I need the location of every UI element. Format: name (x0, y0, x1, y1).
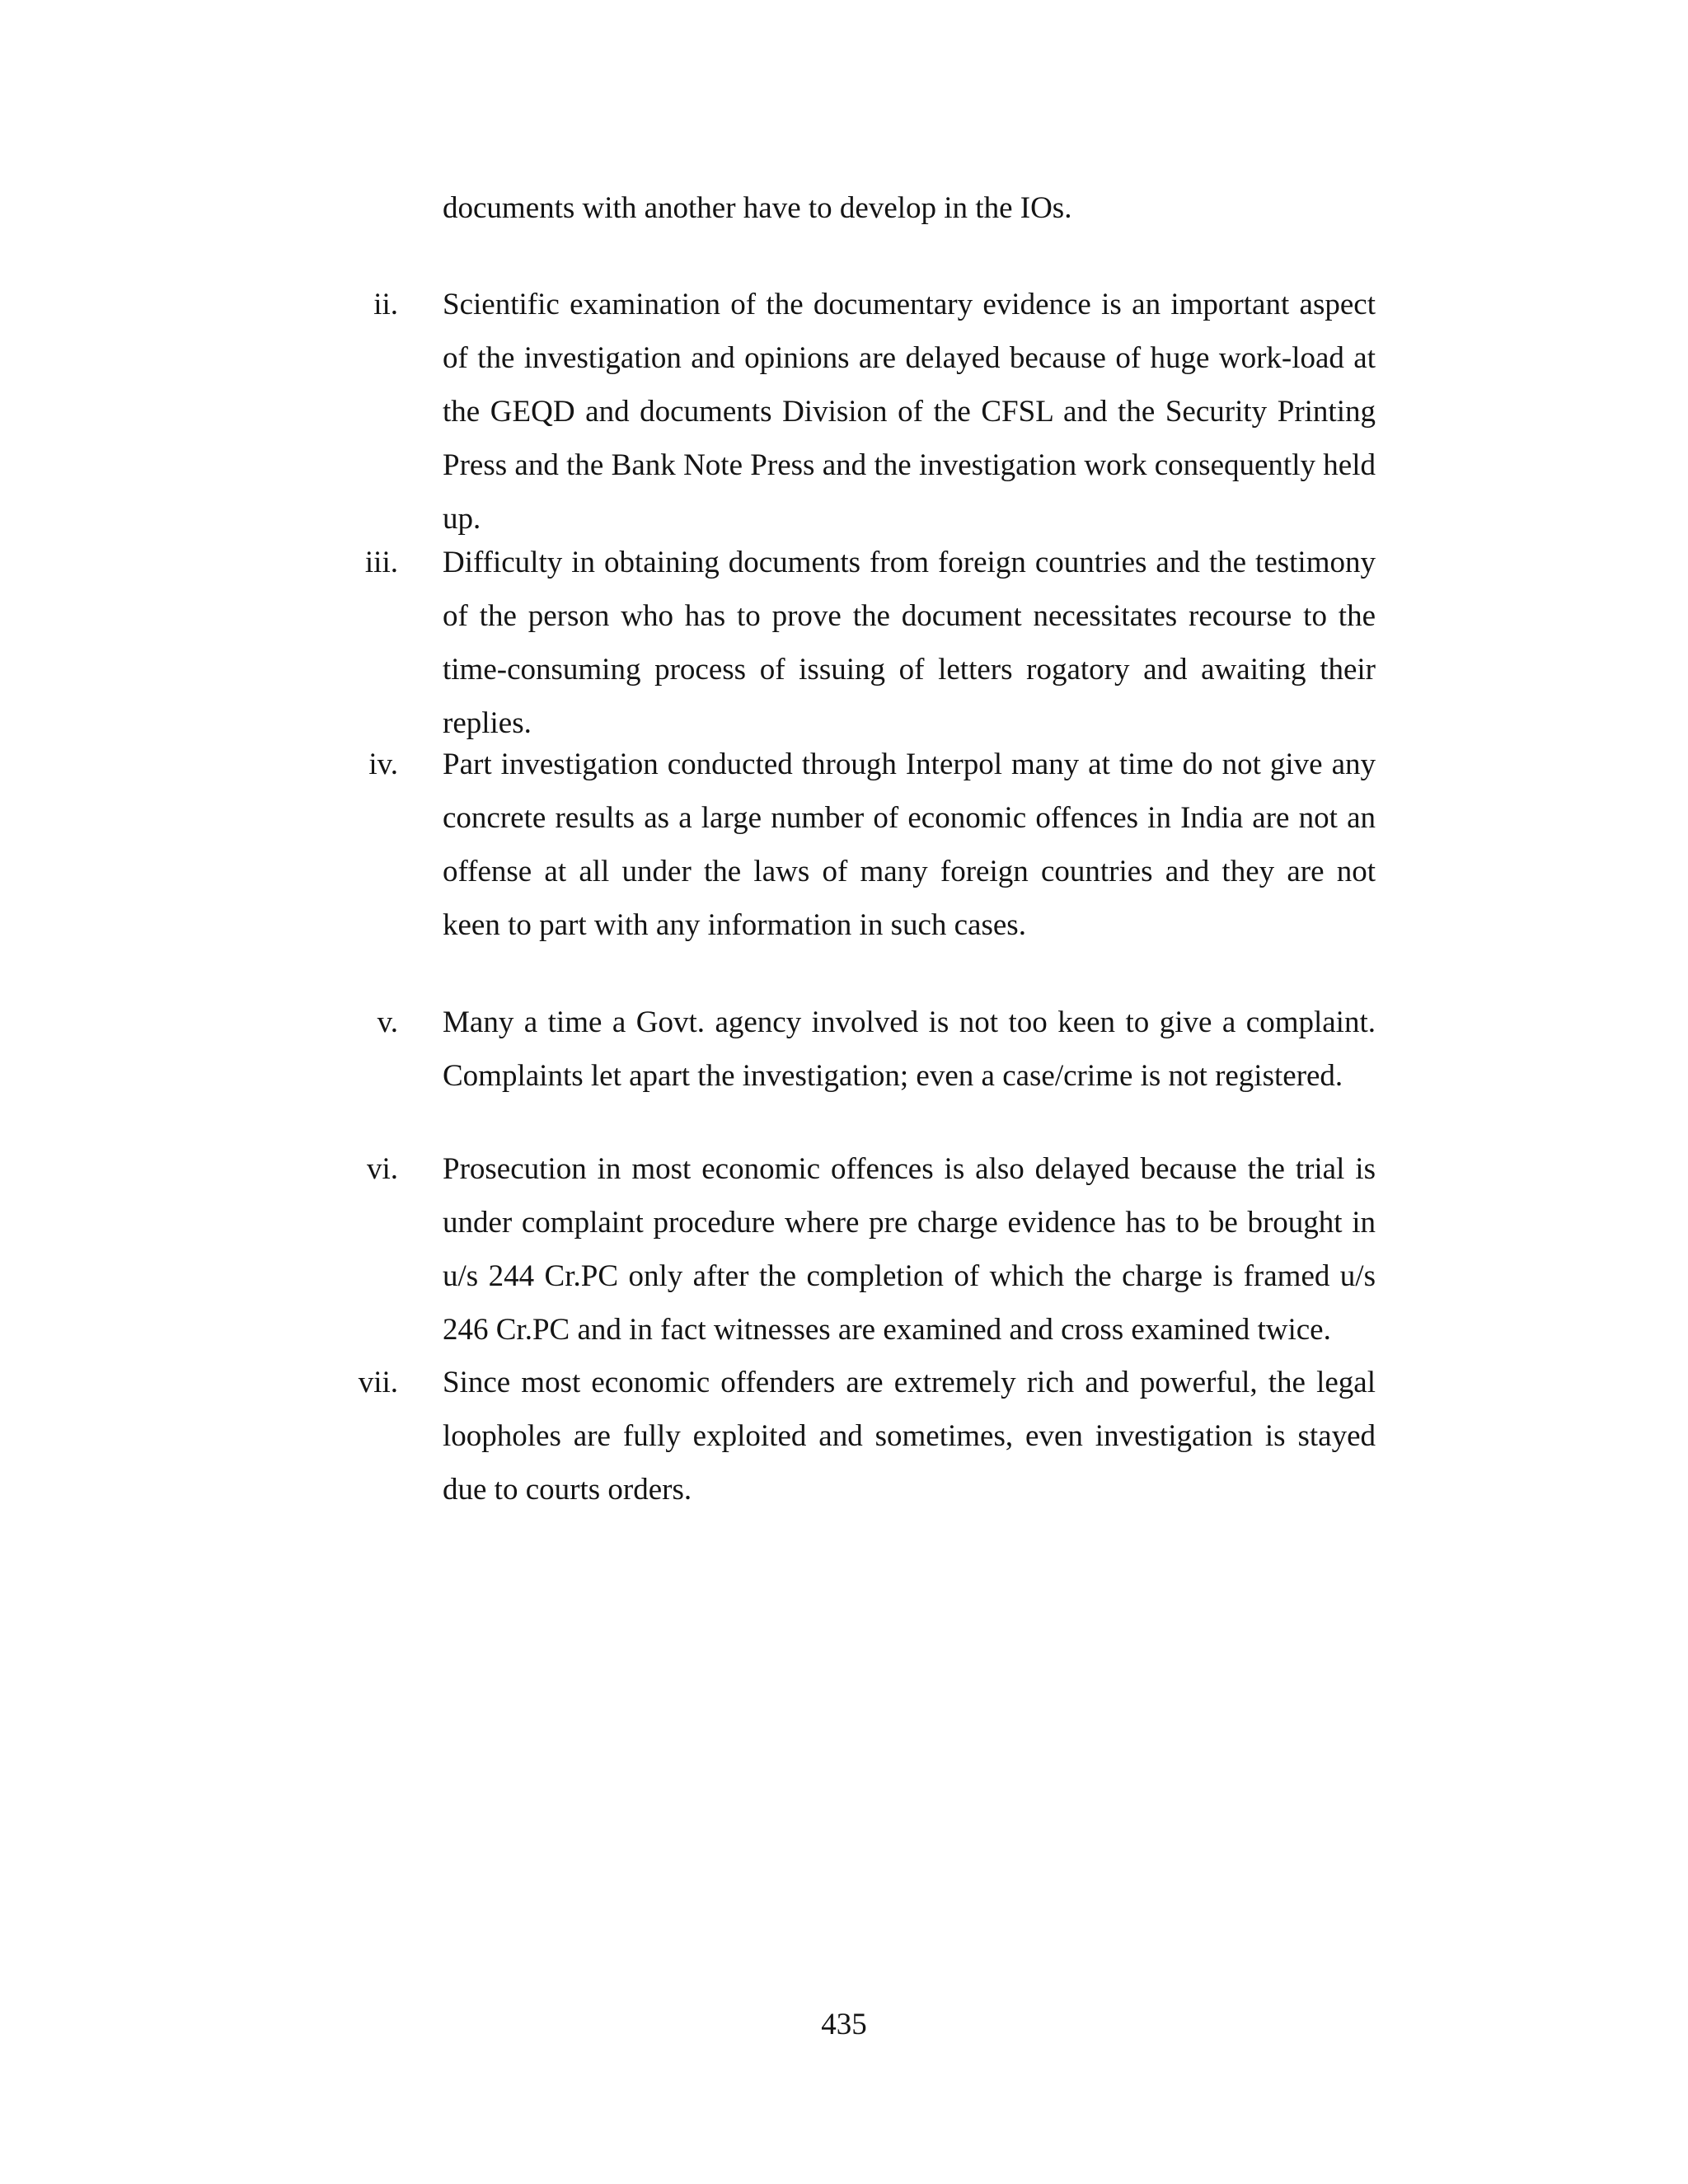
item-numeral: vii. (358, 1366, 398, 1399)
item-numeral: iv. (368, 748, 398, 781)
item-numeral: iii. (364, 546, 398, 579)
continuation-text: documents with another have to develop in the IOs. (443, 191, 1072, 225)
item-text: Scientific examination of the documentary evidence is an important aspect of the investigation and opinions are delayed because of huge work-load at the GEQD and documents Division of the CFSL and the Security Printing Press and the Bank Note Press and the investigation work consequently held up. (443, 288, 1376, 536)
item-text: Difficulty in obtaining documents from foreign countries and the testimony of the person who has to prove the document necessitates recourse to the time-consuming process of issuing of letters rogatory and awaiting their replies. (443, 546, 1376, 740)
item-numeral: vi. (366, 1152, 398, 1186)
item-text: Since most economic offenders are extremely rich and powerful, the legal loopholes are fully exploited and sometimes, even investigation is stayed due to courts orders. (443, 1366, 1376, 1507)
item-text: Part investigation conducted through Interpol many at time do not give any concrete results as a large number of economic offences in India are not an offense at all under the laws of many foreign countries and they are not keen to part with any information in such cases. (443, 748, 1376, 942)
item-numeral: v. (377, 1005, 398, 1039)
item-numeral: ii. (373, 288, 398, 321)
item-text: Prosecution in most economic offences is also delayed because the trial is under complaint procedure where pre charge evidence has to be brought in u/s 244 Cr.PC only after the completion of which the charge is framed u/s 246 Cr.PC and in fact witnesses are examined and cross examined twice. (443, 1152, 1376, 1347)
item-text: Many a time a Govt. agency involved is not too keen to give a complaint. Complaints let apart the investigation; even a case/crime is not registered. (443, 1005, 1376, 1093)
page-number: 435 (821, 2008, 867, 2041)
